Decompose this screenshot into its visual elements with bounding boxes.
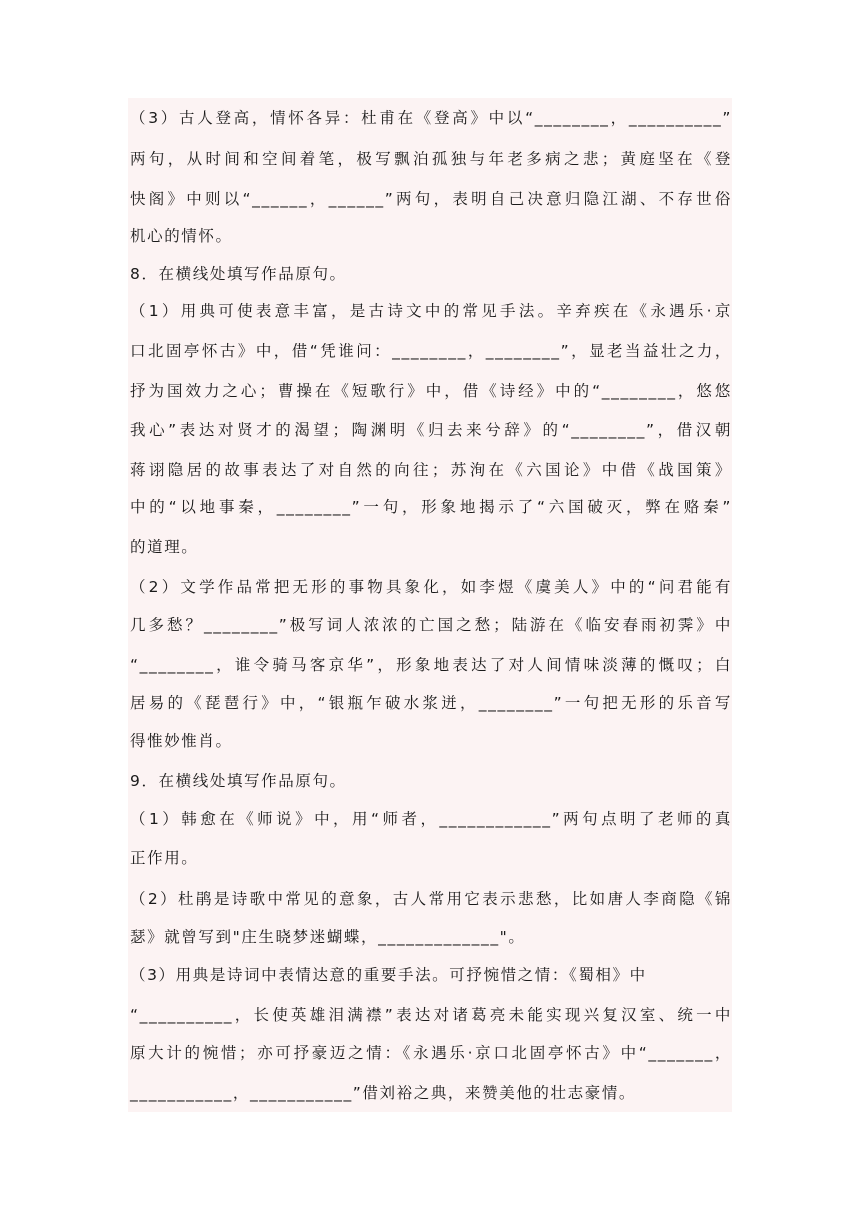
text-line: 几多愁？________”极写词人浓浓的亡国之愁；陆游在《临安春雨初霁》中 [130, 616, 732, 634]
text-line: 得惟妙惟肖。 [130, 732, 233, 750]
text-line: （1）韩愈在《师说》中，用“师者，____________”两句点明了老师的真 [130, 810, 732, 828]
text-line: 瑟》就曾写到"庄生晓梦迷蝴蝶，_____________"。 [130, 928, 526, 946]
question-heading: 8．在横线处填写作品原句。 [130, 265, 347, 283]
text-line: （2）文学作品常把无形的事物具象化，如李煜《虞美人》中的“问君能有 [130, 578, 732, 596]
text-line: ___________，___________”借刘裕之典，来赞美他的壮志豪情。 [130, 1084, 637, 1102]
text-line: （3）用典是诗词中表情达意的重要手法。可抒惋惜之情：《蜀相》中 [130, 966, 647, 984]
text-line: （2）杜鹃是诗歌中常见的意象，古人常用它表示悲愁，比如唐人李商隐《锦 [130, 890, 732, 908]
text-line: “__________，长使英雄泪满襟”表达对诸葛亮未能实现兴复汉室、统一中 [130, 1006, 732, 1024]
text-line: 的道理。 [130, 538, 199, 556]
text-line: 正作用。 [130, 849, 199, 867]
text-line: 我心”表达对贤才的渴望；陶渊明《归去来兮辞》的“________”，借汉朝 [130, 421, 732, 439]
text-line: 中的“以地事秦，________”一句，形象地揭示了“六国破灭，弊在赂秦” [130, 498, 732, 516]
text-line: （3）古人登高，情怀各异：杜甫在《登高》中以“________，__________” [130, 109, 732, 127]
question-heading: 9．在横线处填写作品原句。 [130, 772, 347, 790]
text-line: 两句，从时间和空间着笔，极写飘泊孤独与年老多病之悲；黄庭坚在《登 [130, 150, 732, 168]
text-line: （1）用典可使表意丰富，是古诗文中的常见手法。辛弃疾在《永遇乐·京 [130, 302, 732, 320]
text-line: 原大计的惋惜；亦可抒豪迈之情：《永遇乐·京口北固亭怀古》中“_______， [130, 1044, 732, 1062]
text-line: 机心的情怀。 [130, 227, 233, 245]
text-line: 口北固亭怀古》中，借“凭谁问：________，________”，显老当益壮之力， [130, 342, 732, 360]
text-line: 蒋诩隐居的故事表达了对自然的向往；苏洵在《六国论》中借《战国策》 [130, 461, 732, 479]
text-line: 居易的《琵琶行》中，“银瓶乍破水浆迸，________”一句把无形的乐音写 [130, 694, 732, 712]
text-line: 抒为国效力之心；曹操在《短歌行》中，借《诗经》中的“________，悠悠 [130, 382, 732, 400]
text-line: 快阁》中则以“______，______”两句，表明自己决意归隐江湖、不存世俗 [130, 190, 732, 208]
document-text-area [128, 98, 732, 1112]
text-line: “________，谁令骑马客京华”，形象地表达了对人间情味淡薄的慨叹；白 [130, 656, 732, 674]
